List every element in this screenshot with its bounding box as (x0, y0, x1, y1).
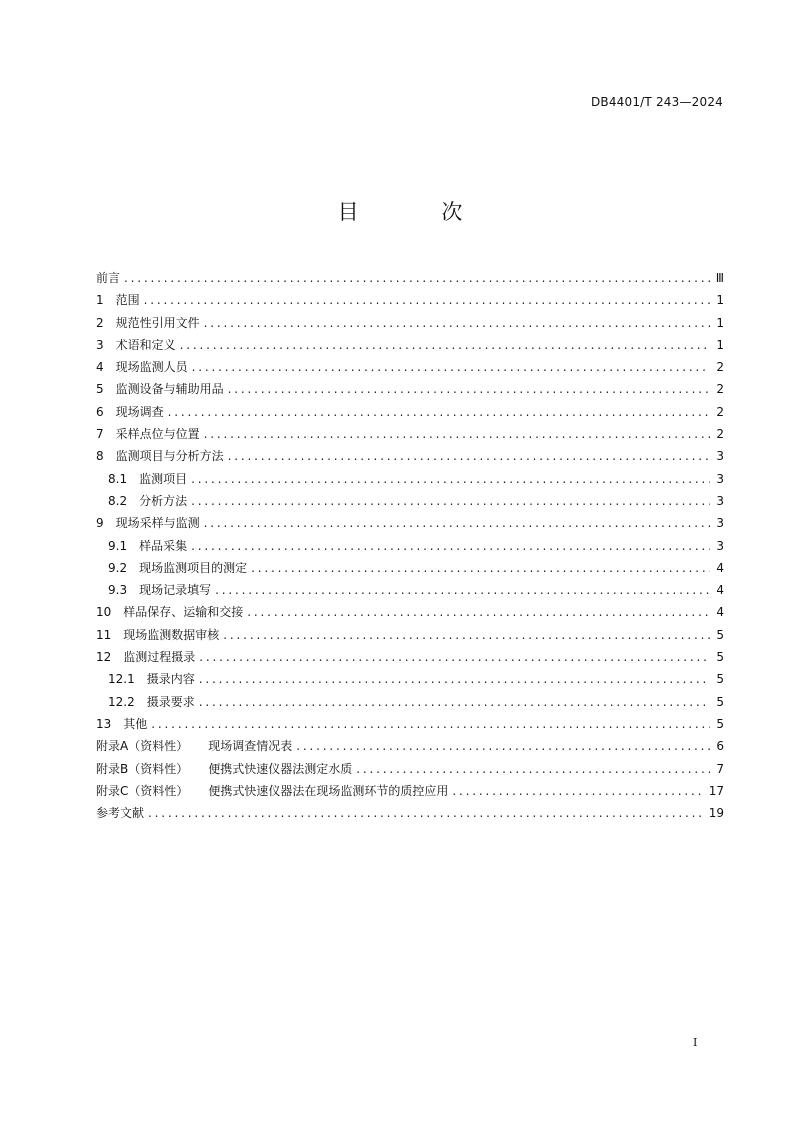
toc-leader-dots (199, 668, 710, 690)
toc-entry-page: 3 (716, 516, 724, 531)
toc-leader-dots (223, 624, 710, 646)
toc-leader-dots (356, 758, 710, 780)
toc-entry-appendix-b[interactable] (96, 758, 724, 780)
toc-entry-number: 9.2 (108, 560, 128, 575)
toc-entry-label: 便携式快速仪器法在现场监测环节的质控应用 (208, 783, 449, 798)
toc-leader-dots (191, 535, 710, 557)
toc-entry-label: 现场记录填写 (139, 583, 212, 598)
toc-entry-6[interactable] (96, 401, 724, 423)
toc-entry-12-2[interactable] (96, 691, 724, 713)
toc-entry-label: 监测设备与辅助用品 (115, 382, 224, 397)
toc-entry-page: 2 (716, 382, 724, 397)
toc-leader-dots (168, 401, 710, 423)
toc-entry-number: 13 (96, 716, 112, 731)
toc-entry-5[interactable] (96, 378, 724, 400)
toc-entry-label: 现场调查情况表 (208, 739, 293, 754)
toc-leader-dots (192, 356, 710, 378)
toc-entry-page: 6 (716, 739, 724, 754)
toc-entry-number: 9.1 (108, 538, 128, 553)
toc-entry-label: 现场监测项目的测定 (139, 560, 248, 575)
toc-entry-page: Ⅲ (715, 271, 724, 285)
toc-entry-label: 术语和定义 (115, 337, 176, 352)
toc-entry-9-1[interactable] (96, 535, 724, 557)
toc-entry-page: 5 (716, 650, 724, 665)
toc-entry-8[interactable] (96, 445, 724, 467)
toc-entry-label: 监测项目 (139, 471, 188, 486)
toc-entry-page: 5 (716, 627, 724, 642)
toc-entry-page: 4 (716, 560, 724, 575)
toc-entry-label: 现场监测数据审核 (123, 627, 220, 642)
toc-entry-label: 分析方法 (139, 493, 188, 508)
toc-leader-dots (124, 267, 710, 289)
toc-entry-label: 规范性引用文件 (115, 315, 200, 330)
toc-leader-dots (228, 445, 710, 467)
toc-entry-label: 监测过程摄录 (123, 650, 196, 665)
toc-entry-label: 参考文献 (96, 806, 145, 821)
toc-leader-dots (199, 646, 710, 668)
toc-leader-dots (204, 312, 710, 334)
toc-entry-number: 12.1 (108, 672, 135, 687)
toc-entry-references[interactable] (96, 802, 724, 824)
toc-entry-9[interactable] (96, 512, 724, 534)
toc-entry-label: 摄录内容 (146, 672, 195, 687)
toc-entry-number: 8.2 (108, 493, 128, 508)
toc-entry-label: 摄录要求 (146, 694, 195, 709)
toc-entry-number: 7 (96, 427, 104, 442)
toc-entry-8-2[interactable] (96, 490, 724, 512)
toc-entry-label: 样品保存、运输和交接 (123, 605, 244, 620)
toc-entry-page: 7 (716, 761, 724, 776)
toc-leader-dots (151, 713, 710, 735)
toc-entry-9-3[interactable] (96, 579, 724, 601)
toc-entry-number: 1 (96, 293, 104, 308)
toc-entry-7[interactable] (96, 423, 724, 445)
toc-entry-label: 现场监测人员 (115, 360, 188, 375)
toc-entry-number: 8.1 (108, 471, 128, 486)
page-number: I (693, 1036, 698, 1049)
document-code: DB4401/T 243—2024 (590, 95, 723, 109)
toc-leader-dots (191, 490, 710, 512)
toc-entry-3[interactable] (96, 334, 724, 356)
toc-entry-2[interactable] (96, 312, 724, 334)
toc-entry-number: 12.2 (108, 694, 135, 709)
toc-leader-dots (180, 334, 710, 356)
toc-entry-number: 9.3 (108, 583, 128, 598)
toc-leader-dots (247, 601, 710, 623)
toc-entry-label: 现场采样与监测 (115, 516, 200, 531)
toc-entry-page: 2 (716, 404, 724, 419)
toc-entry-1[interactable] (96, 289, 724, 311)
toc-leader-dots (215, 579, 710, 601)
toc-entry-preface[interactable] (96, 267, 724, 289)
toc-entry-label: 前言 (96, 271, 121, 285)
toc-entry-label: 范围 (115, 293, 140, 308)
toc-entry-page: 2 (716, 427, 724, 442)
toc-entry-label: 现场调查 (115, 404, 164, 419)
toc-entry-page: 3 (716, 493, 724, 508)
toc-entry-page: 5 (716, 672, 724, 687)
toc-entry-13[interactable] (96, 713, 724, 735)
toc-leader-dots (452, 780, 704, 802)
toc-entry-12-1[interactable] (96, 668, 724, 690)
toc-leader-dots (296, 735, 710, 757)
toc-entry-label: 其他 (123, 716, 148, 731)
toc-entry-11[interactable] (96, 624, 724, 646)
toc-entry-number: 11 (96, 627, 112, 642)
toc-entry-page: 2 (716, 360, 724, 375)
toc-entry-page: 19 (708, 806, 724, 821)
toc-entry-number: 附录C（资料性） (96, 783, 189, 798)
toc-entry-appendix-c[interactable] (96, 780, 724, 802)
toc-entry-label: 样品采集 (139, 538, 188, 553)
toc-entry-12[interactable] (96, 646, 724, 668)
toc-entry-page: 1 (716, 337, 724, 352)
toc-leader-dots (199, 691, 710, 713)
toc-entry-label: 监测项目与分析方法 (115, 449, 224, 464)
toc-entry-page: 17 (708, 783, 724, 798)
toc-entry-label: 便携式快速仪器法测定水质 (208, 761, 353, 776)
toc-entry-page: 4 (716, 583, 724, 598)
toc-entry-appendix-a[interactable] (96, 735, 724, 757)
toc-entry-page: 1 (716, 315, 724, 330)
toc-entry-page: 3 (716, 538, 724, 553)
toc-entry-page: 3 (716, 471, 724, 486)
toc-entry-number: 5 (96, 382, 104, 397)
toc-leader-dots (144, 289, 710, 311)
table-of-contents (96, 267, 724, 824)
toc-entry-number: 3 (96, 337, 104, 352)
toc-entry-number: 10 (96, 605, 112, 620)
toc-entry-number: 2 (96, 315, 104, 330)
toc-entry-page: 3 (716, 449, 724, 464)
toc-leader-dots (204, 423, 710, 445)
toc-entry-number: 4 (96, 360, 104, 375)
toc-entry-page: 1 (716, 293, 724, 308)
toc-entry-8-1[interactable] (96, 468, 724, 490)
toc-entry-number: 12 (96, 650, 112, 665)
toc-leader-dots (204, 512, 710, 534)
toc-leader-dots (191, 468, 710, 490)
page-title: 目 次 (337, 200, 501, 224)
toc-leader-dots (251, 557, 710, 579)
toc-entry-page: 5 (716, 716, 724, 731)
toc-entry-page: 5 (716, 694, 724, 709)
toc-entry-page: 4 (716, 605, 724, 620)
toc-leader-dots (228, 378, 710, 400)
toc-entry-number: 附录A（资料性） (96, 739, 189, 754)
toc-entry-4[interactable] (96, 356, 724, 378)
toc-leader-dots (148, 802, 705, 824)
toc-entry-label: 采样点位与位置 (115, 427, 200, 442)
toc-entry-9-2[interactable] (96, 557, 724, 579)
toc-entry-number: 9 (96, 516, 104, 531)
toc-entry-number: 6 (96, 404, 104, 419)
toc-entry-number: 附录B（资料性） (96, 761, 189, 776)
toc-entry-number: 8 (96, 449, 104, 464)
toc-entry-10[interactable] (96, 601, 724, 623)
